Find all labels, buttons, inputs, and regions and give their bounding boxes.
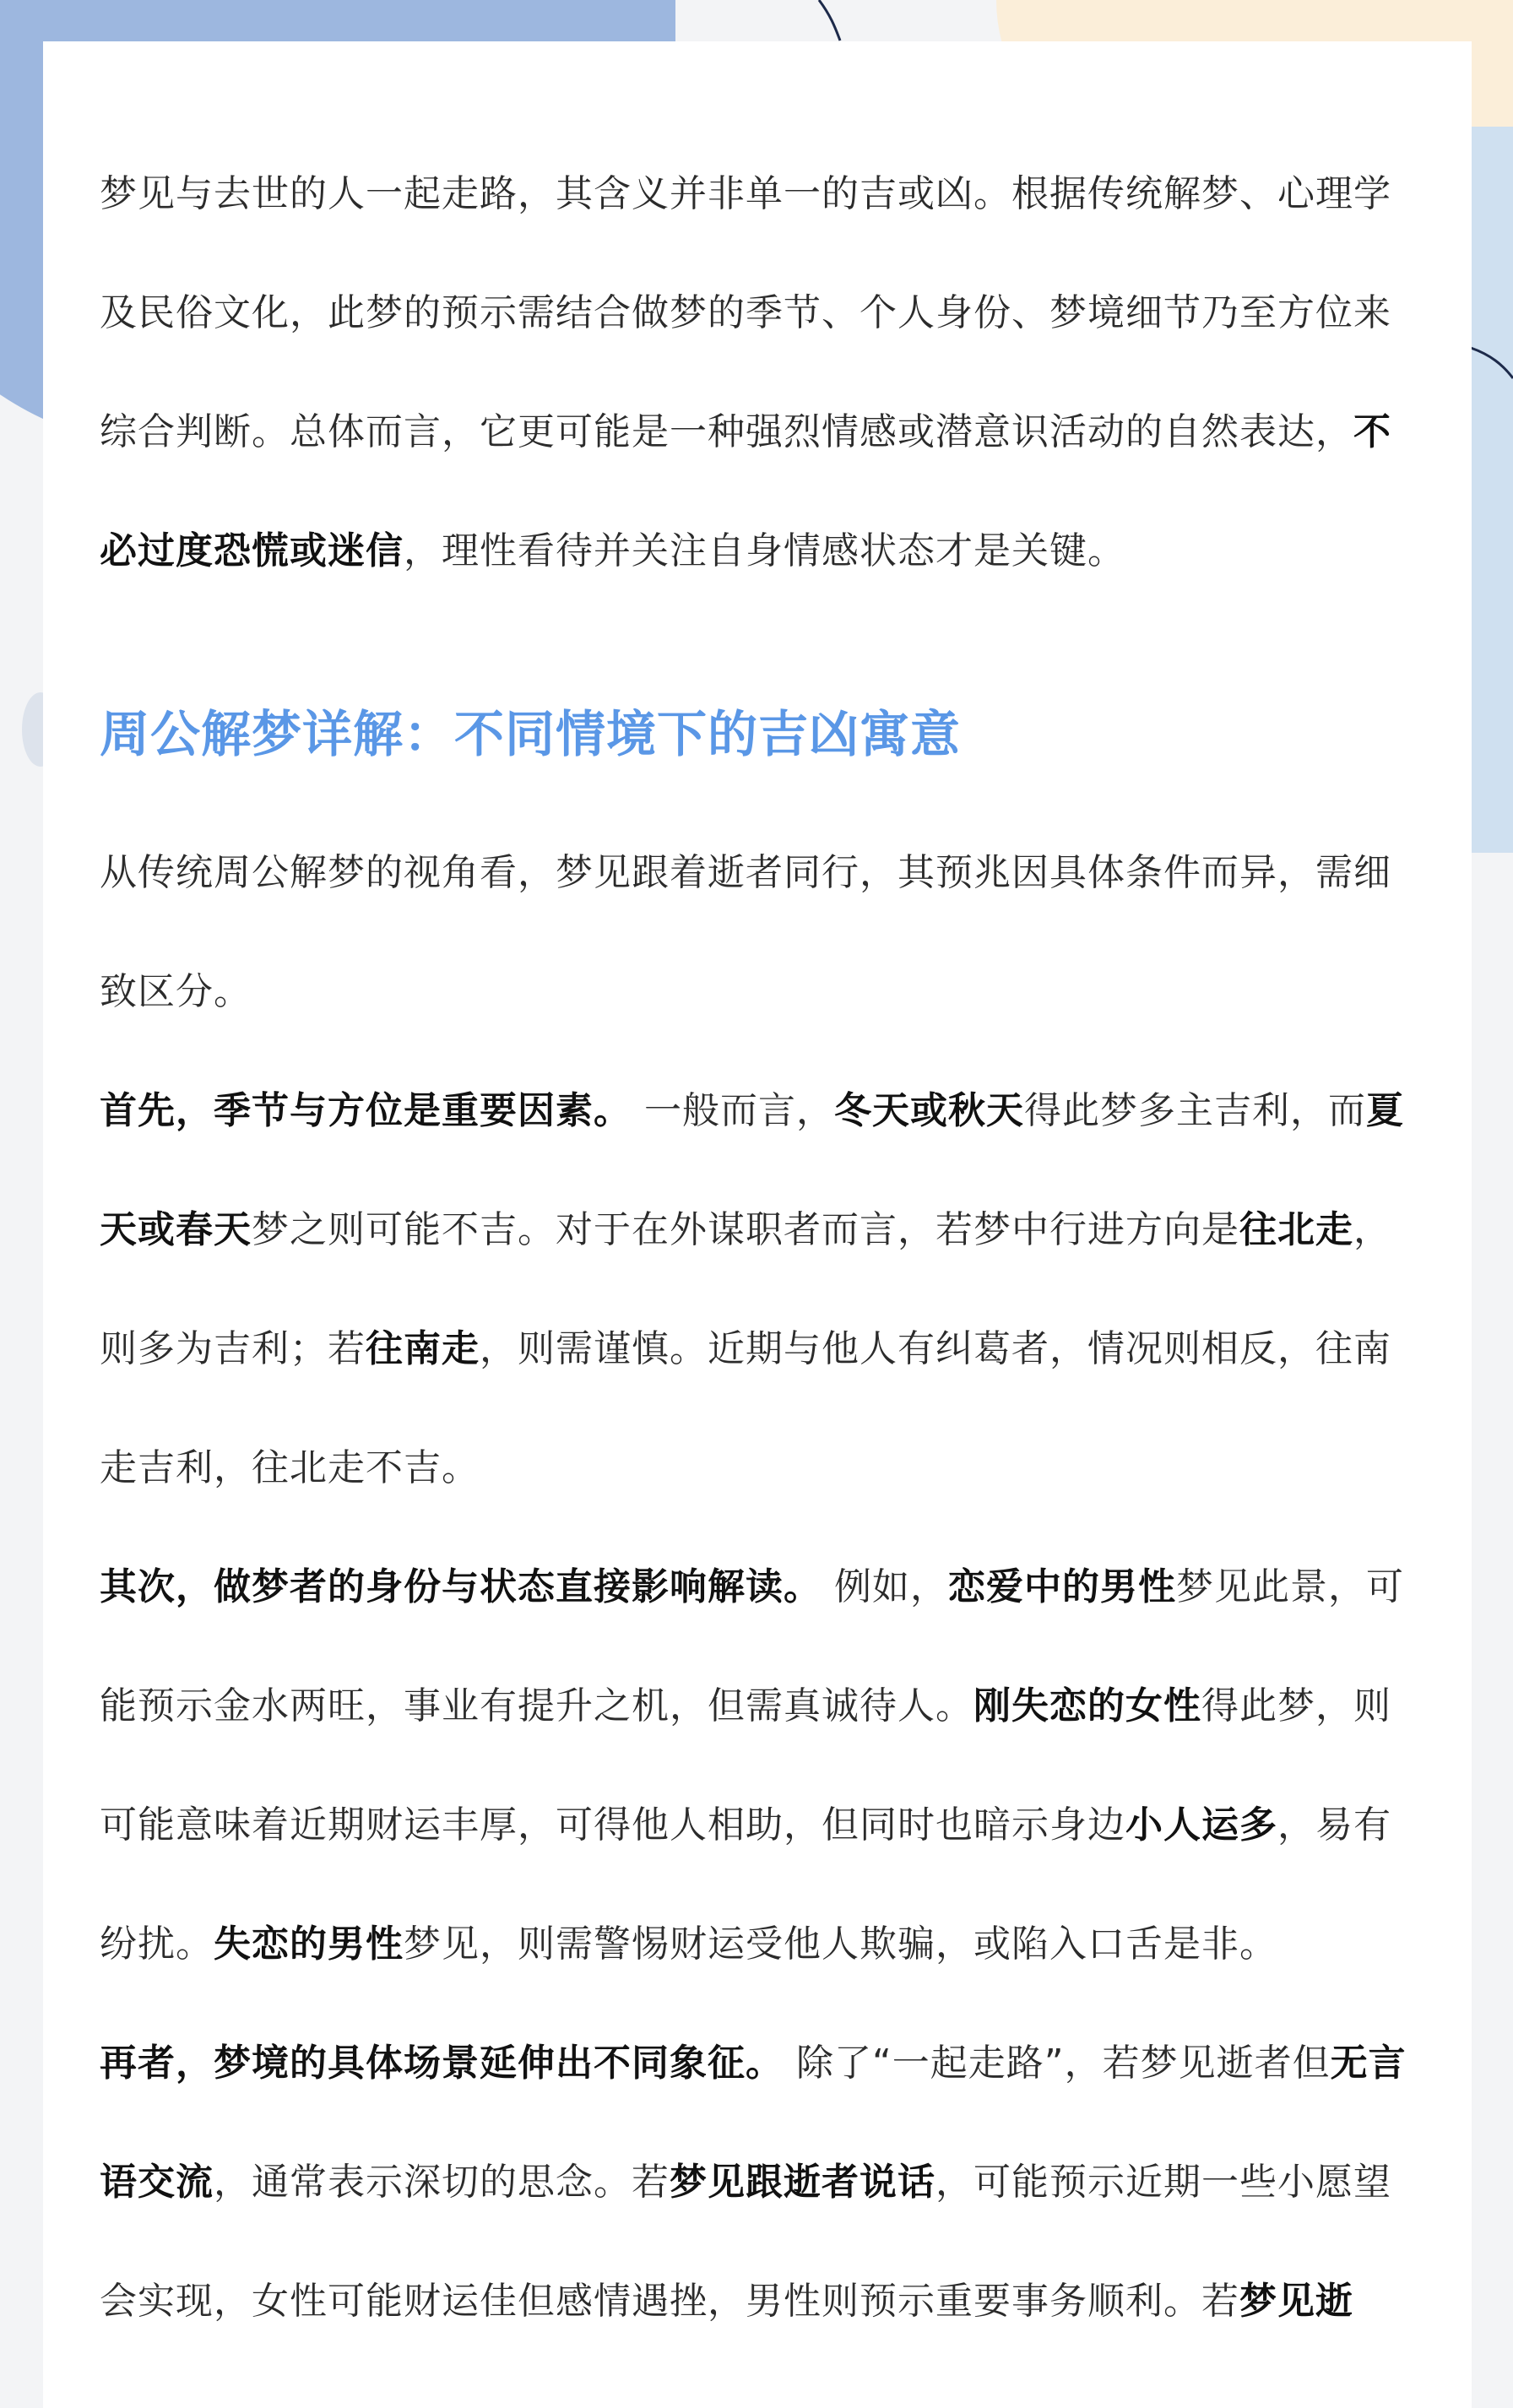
emphasis-run: 冬天或秋天	[834, 1089, 1024, 1132]
text-run: ，则需谨慎。近期与他人有纠葛者，情况则相反，往南走吉利，往北走不吉。	[100, 1327, 1391, 1489]
emphasis-run: 夏天或春天	[100, 1089, 1404, 1251]
text-run: 例如，	[822, 1565, 948, 1608]
section-heading: 周公解梦详解：不同情境下的吉凶寓意	[100, 705, 962, 763]
paragraph-lead: 其次，做梦者的身份与状态直接影响解读。	[100, 1565, 822, 1608]
text-run: 梦见此景，可能预示金水两旺，事业有提升之机，但需真诚待人。	[100, 1565, 1404, 1727]
intro-text: 梦见与去世的人一起走路，其含义并非单一的吉或凶。根据传统解梦、心理学及民俗文化，此梦的预示需结合做梦的季节、个人身份、梦境细节乃至方位来综合判断。总体而言，它更可能是一种强烈情感或潜意识活动的自然表达，	[100, 172, 1391, 453]
emphasis-run: 无言语交流	[100, 2042, 1407, 2204]
section-intro-paragraph: 从传统周公解梦的视角看，梦见跟着逝者同行，其预兆因具体条件而异，需细致区分。	[100, 851, 1391, 1013]
season-direction-paragraph	[100, 1051, 1409, 1527]
article-content	[100, 134, 1409, 2361]
emphasis-run: 失恋的男性	[214, 1923, 404, 1966]
emphasis-run: 刚失恋的女性	[973, 1684, 1201, 1727]
text-run: ，可能预示近期一些小愿望会实现，女性可能财运佳但感情遇挫，男性则预示重要事务顺利。若	[100, 2161, 1391, 2323]
emphasis-run: 恋爱中的男性	[948, 1565, 1176, 1608]
text-run: 一般而言，	[632, 1089, 834, 1132]
intro-text-end: ，理性看待并关注自身情感状态才是关键。	[404, 529, 1125, 572]
dreamer-identity-paragraph	[100, 1527, 1409, 2004]
text-run: ，通常表示深切的思念。若	[214, 2161, 670, 2204]
text-run: 梦之则可能不吉。对于在外谋职者而言，若梦中行进方向是	[252, 1208, 1239, 1251]
emphasis-run: 梦见跟逝者说话	[670, 2161, 935, 2204]
text-run: 得此梦，则可能意味着近期财运丰厚，可得他人相助，但同时也暗示身边	[100, 1684, 1391, 1847]
emphasis-run: 小人运多	[1125, 1803, 1277, 1847]
text-run: ，则多为吉利；若	[100, 1208, 1391, 1370]
text-run: 除了“一起走路”，若梦见逝者但	[784, 2042, 1331, 2085]
article-card	[43, 41, 1472, 2408]
intro-emphasis: 不必过度恐慌或迷信	[100, 410, 1391, 572]
text-run: 得此梦多主吉利，而	[1024, 1089, 1366, 1132]
emphasis-run: 往南走	[366, 1327, 480, 1370]
paragraph-lead: 首先，季节与方位是重要因素。	[100, 1089, 632, 1132]
paragraph-lead: 再者，梦境的具体场景延伸出不同象征。	[100, 2042, 784, 2085]
emphasis-run: 往北走	[1239, 1208, 1353, 1251]
text-run: 梦见，则需警惕财运受他人欺骗，或陷入口舌是非。	[404, 1923, 1277, 1966]
emphasis-run: 梦见逝	[1239, 2280, 1353, 2323]
intro-paragraph	[100, 134, 1409, 610]
dream-scene-paragraph	[100, 2004, 1409, 2361]
text-run: ，易有纷扰。	[100, 1803, 1391, 1966]
